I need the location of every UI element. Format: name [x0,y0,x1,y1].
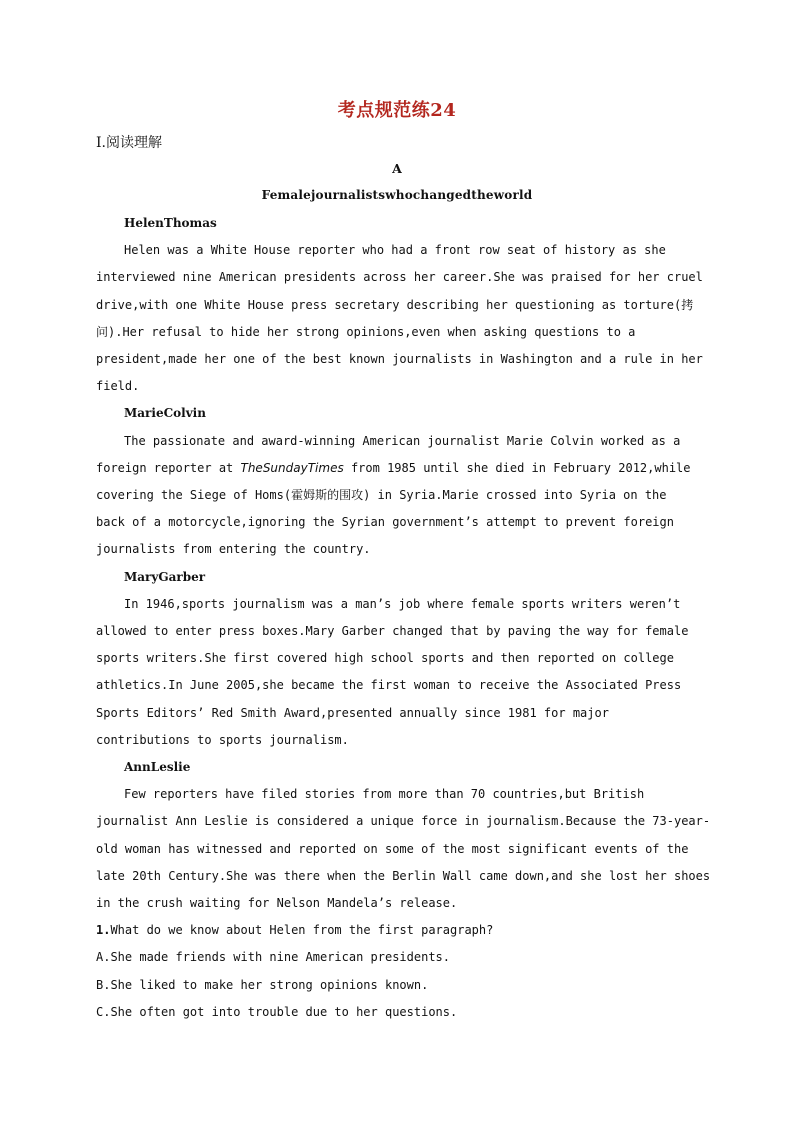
text-line [96,455,694,482]
text-line: drive,with one White House press secretary describing her questioning as torture(拷 [96,297,694,312]
text-line: In 1946,sports journalism was a man’s job where female sports writers weren’t [124,596,681,611]
text-line: covering the Siege of Homs(霍姆斯的围攻) in Syria.Marie crossed into Syria on the [96,488,667,503]
newspaper-title: TheSundayTimes [240,460,344,475]
text-line: allowed to enter press boxes.Mary Garber changed that by paving the way for female [96,624,689,639]
text-line: field. [96,379,140,394]
text-line: The passionate and award-winning American journalist Marie Colvin worked as a [124,433,681,448]
page-title: 考点规范练24 [337,100,457,121]
paragraph-mary [96,591,694,754]
text-segment: from 1985 until she died in February 2012,while [343,460,691,475]
text-line: contributions to sports journalism. [96,732,349,747]
text-line: journalist Ann Leslie is considered a unique force in journalism.Because the 73-year- [96,814,711,829]
passage-title: Femalejournalistswhochangedtheworld [261,188,533,202]
question-1 [96,917,694,944]
text-segment: foreign reporter at [96,460,241,475]
paragraph-helen [96,237,703,400]
option-c[interactable]: C.She often got into trouble due to her questions. [96,1004,458,1019]
text-line: late 20th Century.She was there when the Berlin Wall came down,and she lost her shoes [96,868,711,883]
text-line: back of a motorcycle,ignoring the Syrian government’s attempt to prevent foreign [96,515,674,530]
text-line: sports writers.She first covered high school sports and then reported on college [96,651,674,666]
question-number: 1. [96,923,111,938]
text-line: Few reporters have filed stories from more than 70 countries,but British [124,787,645,802]
paragraph-ann [96,781,711,917]
journalist-heading-helen: HelenThomas [124,216,217,230]
passage-letter: A [392,161,402,176]
option-b[interactable]: B.She liked to make her strong opinions known. [96,977,429,992]
text-line: interviewed nine American presidents across her career.She was praised for her cruel [96,270,703,285]
text-line: journalists from entering the country. [96,542,371,557]
text-line: old woman has witnessed and reported on some of the most significant events of the [96,841,689,856]
text-line: in the crush waiting for Nelson Mandela’s release. [96,896,458,911]
text-line: Sports Editors’ Red Smith Award,presented annually since 1981 for major [96,705,609,720]
option-a[interactable]: A.She made friends with nine American presidents. [96,950,451,965]
text-line: president,made her one of the best known journalists in Washington and a rule in her [96,352,703,367]
section-label: Ⅰ.阅读理解 [96,135,162,151]
journalist-heading-ann: AnnLeslie [124,760,191,775]
text-line: Helen was a White House reporter who had a front row seat of history as she [124,243,666,258]
paragraph-marie [96,428,694,564]
passage-body [96,210,711,1026]
journalist-heading-mary: MaryGarber [124,569,206,584]
text-line: athletics.In June 2005,she became the first woman to receive the Associated Press [96,678,682,693]
journalist-heading-marie: MarieColvin [124,406,206,421]
question-stem: What do we know about Helen from the first paragraph? [110,923,494,938]
text-line: 问).Her refusal to hide her strong opinions,even when asking questions to a [96,324,636,339]
